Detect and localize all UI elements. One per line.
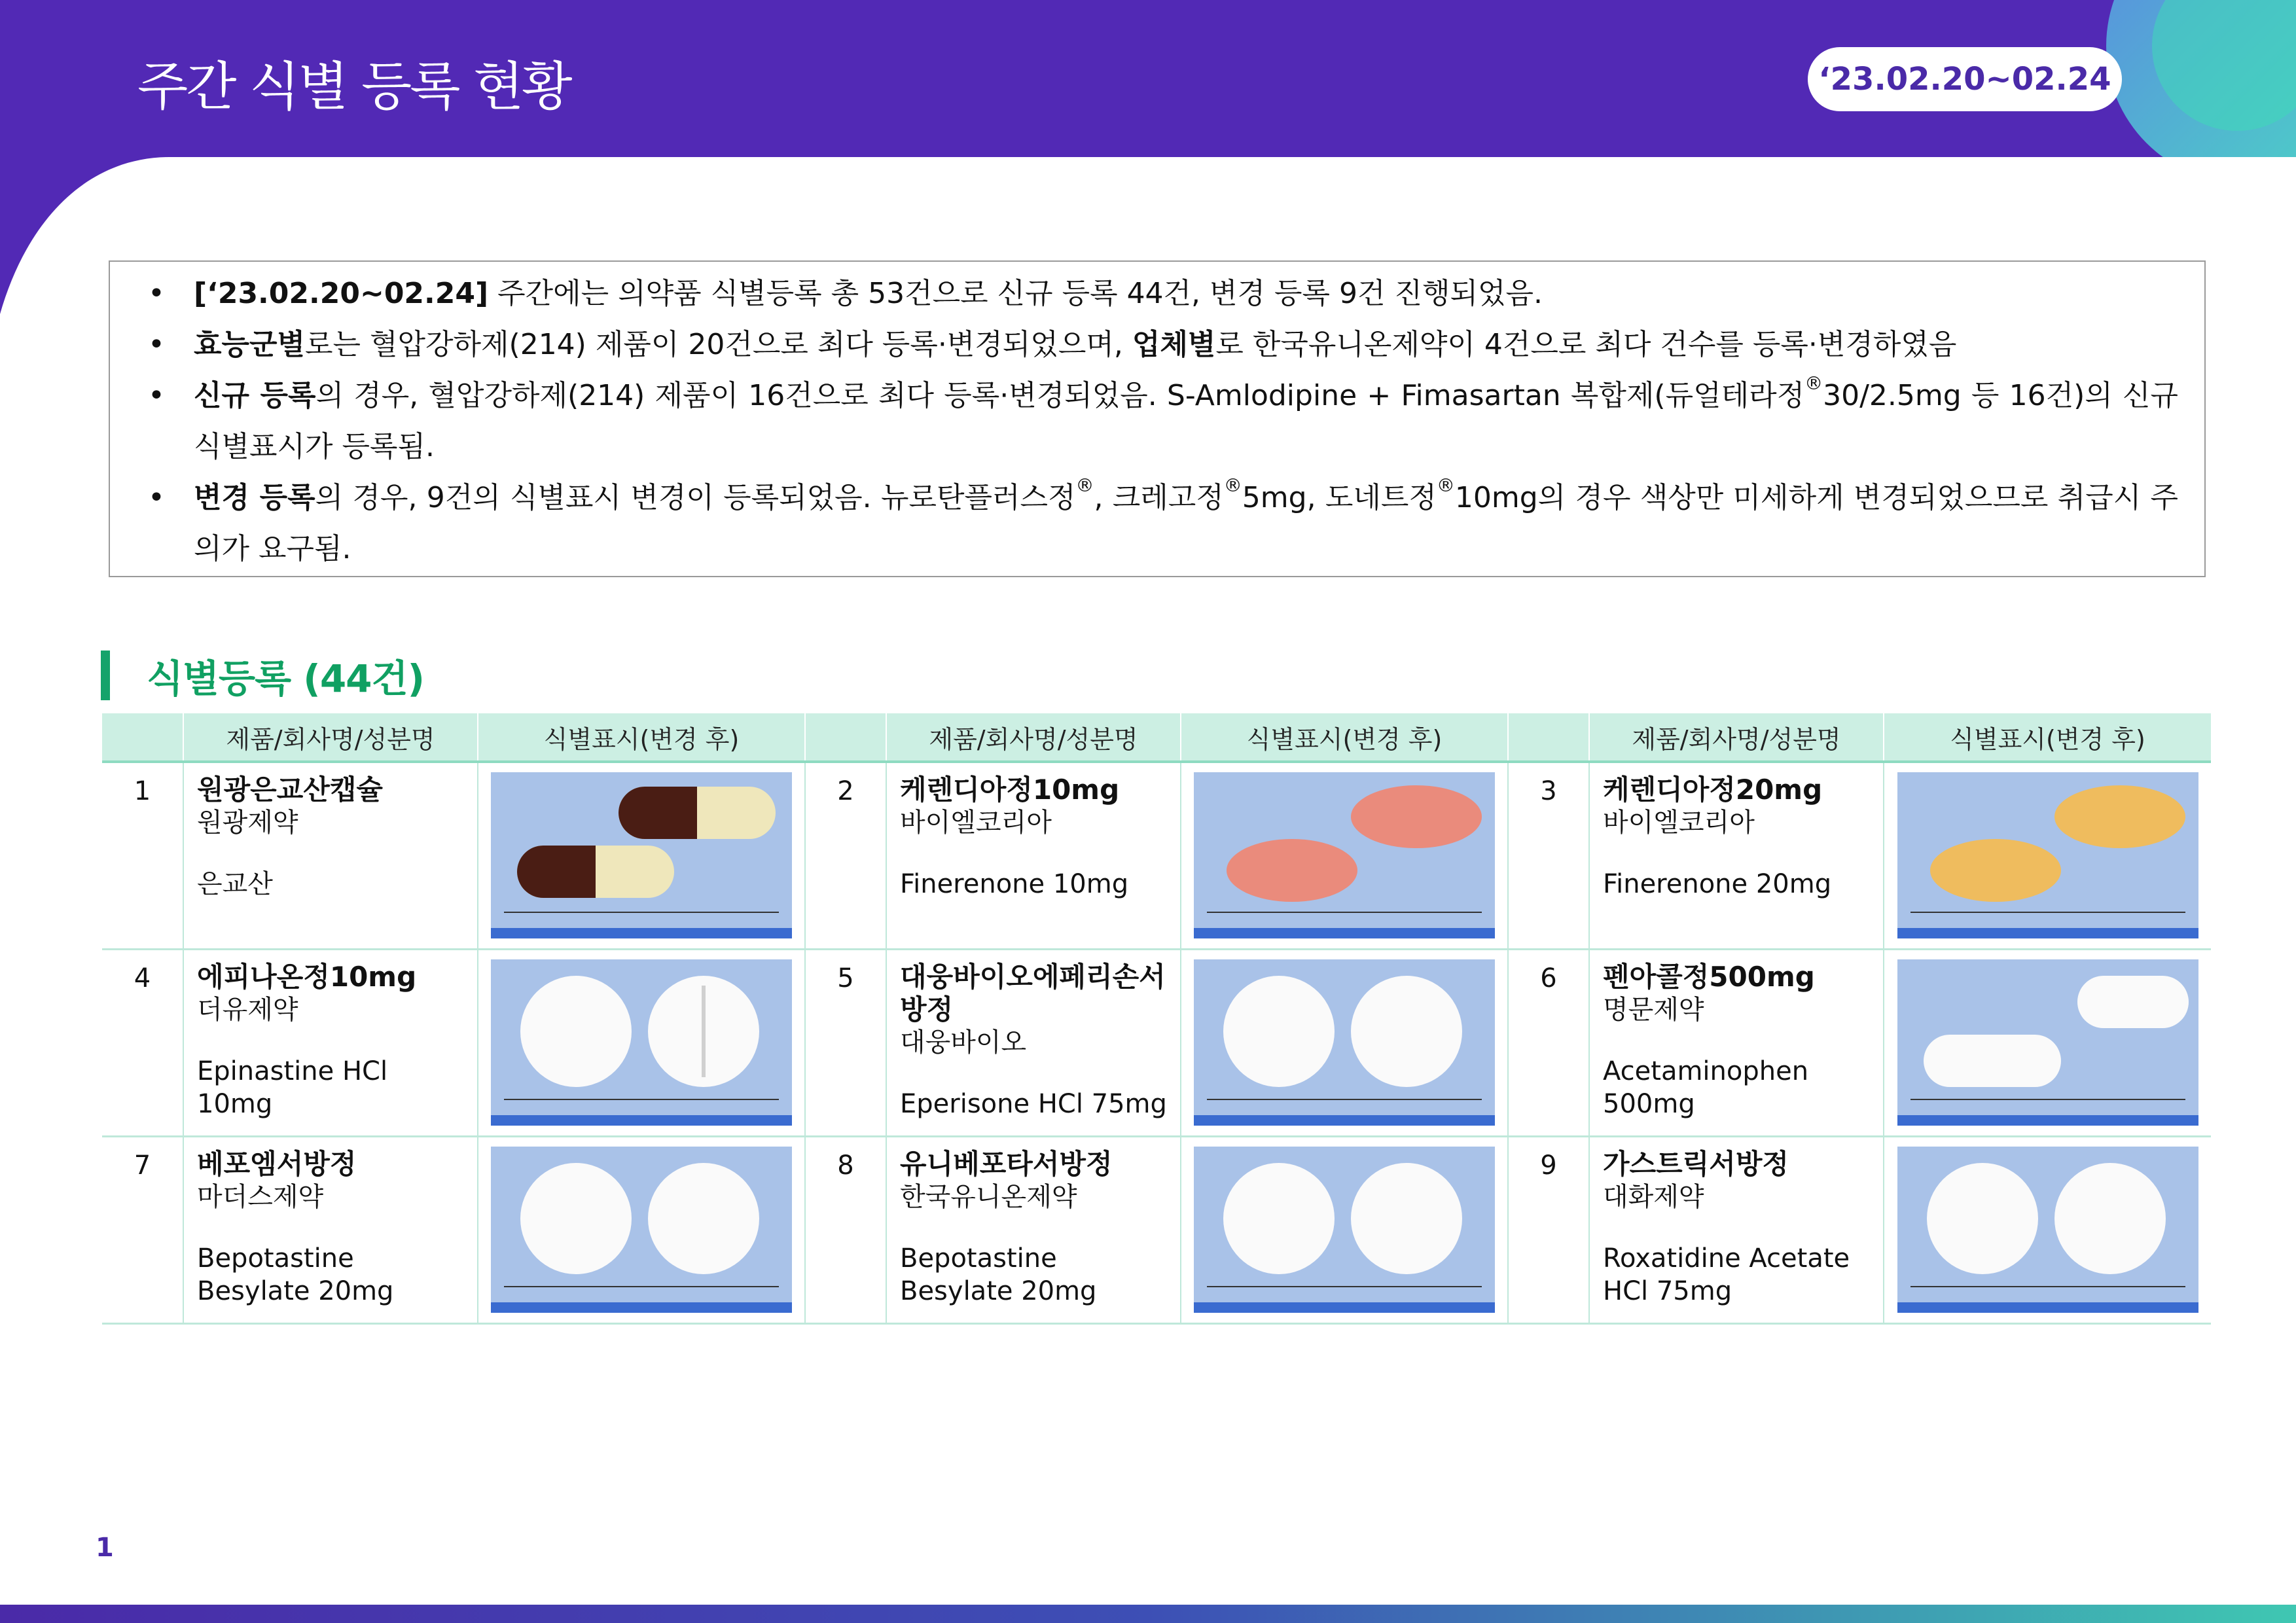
table-row <box>102 1136 2211 1323</box>
header-product: 제품/회사명/성분명 <box>183 713 478 762</box>
section-heading <box>101 651 424 700</box>
product-name: 대웅바이오에페리손서방정 <box>900 960 1166 1026</box>
section-title: 식별등록 (44건) <box>147 656 425 701</box>
spacer <box>1603 839 1870 868</box>
header-identifier: 식별표시(변경 후) <box>1884 713 2211 762</box>
pill-image <box>1194 1147 1495 1313</box>
summary-text: 주간에는 의약품 식별등록 총 53건으로 신규 등록 44건, 변경 등록 9건 진행되었음. <box>488 277 1543 310</box>
product-name: 펜아콜정500mg <box>1603 960 1815 993</box>
company-name: 한국유니온제약 <box>900 1181 1077 1212</box>
ingredient-name: Finerenone 20mg <box>1603 869 1832 899</box>
item-number: 2 <box>805 762 886 949</box>
item-number: 8 <box>805 1136 886 1323</box>
spacer <box>1603 1026 1870 1055</box>
pill-image <box>1897 1147 2198 1313</box>
company-name: 더유제약 <box>197 994 298 1025</box>
item-number: 7 <box>102 1136 183 1323</box>
summary-bullet-2 <box>141 319 2178 370</box>
product-name: 베포엠서방정 <box>197 1147 357 1180</box>
company-name: 대웅바이오 <box>900 1027 1027 1058</box>
footer-bar <box>0 1605 2296 1623</box>
table-header-row <box>102 713 2211 762</box>
item-number: 9 <box>1508 1136 1589 1323</box>
ingredient-name: Acetaminophen 500mg <box>1603 1056 1809 1119</box>
registration-table <box>102 713 2211 1325</box>
summary-bold: [‘23.02.20~02.24] <box>194 277 489 310</box>
product-cell <box>183 1136 478 1323</box>
product-cell <box>886 1136 1181 1323</box>
company-name: 원광제약 <box>197 808 298 838</box>
header-identifier: 식별표시(변경 후) <box>1181 713 1508 762</box>
identifier-cell <box>478 949 805 1136</box>
product-cell <box>183 762 478 949</box>
table-row <box>102 949 2211 1136</box>
item-number: 6 <box>1508 949 1589 1136</box>
summary-bold: 변경 등록 <box>194 481 315 514</box>
table-row <box>102 762 2211 949</box>
summary-text: 30/2.5mg 등 16건)의 신규 식별표시가 등록됨. <box>194 379 2178 463</box>
ingredient-name: Finerenone 10mg <box>900 869 1129 899</box>
summary-bullet-3 <box>141 370 2178 473</box>
product-name: 케렌디아정10mg <box>900 774 1120 806</box>
spacer <box>197 839 464 868</box>
header-number <box>1508 713 1589 762</box>
summary-text: 로 한국유니온제약이 4건으로 최다 건수를 등록·변경하였음 <box>1215 328 1957 361</box>
ingredient-name: 은교산 <box>197 869 273 899</box>
product-name: 유니베포타서방정 <box>900 1147 1113 1180</box>
ingredient-name: Bepotastine Besylate 20mg <box>900 1243 1097 1306</box>
company-name: 바이엘코리아 <box>900 808 1052 838</box>
summary-bold: 업체별 <box>1132 328 1216 361</box>
identifier-cell <box>1181 762 1508 949</box>
identifier-cell <box>1884 1136 2211 1323</box>
page-title: 주간 식별 등록 현황 <box>137 56 571 117</box>
registered-mark: ® <box>1223 474 1242 496</box>
product-cell <box>183 949 478 1136</box>
summary-text: 의 경우, 혈압강하제(214) 제품이 16건으로 최다 등록·변경되었음. S-Amlodipine + Fimasartan 복합제(듀얼테라정 <box>315 379 1805 412</box>
registered-mark: ® <box>1804 372 1823 394</box>
pill-image <box>491 1147 792 1313</box>
ingredient-name: Eperisone HCl 75mg <box>900 1088 1167 1119</box>
identifier-cell <box>1181 949 1508 1136</box>
item-number: 3 <box>1508 762 1589 949</box>
product-cell <box>1589 949 1884 1136</box>
summary-bullet-1 <box>141 268 2178 319</box>
identifier-cell <box>1181 1136 1508 1323</box>
product-cell <box>886 949 1181 1136</box>
item-number: 4 <box>102 949 183 1136</box>
identifier-cell <box>478 762 805 949</box>
summary-bold: 효능군별 <box>194 328 306 361</box>
spacer <box>1603 1213 1870 1242</box>
pill-image <box>1897 772 2198 938</box>
company-name: 마더스제약 <box>197 1181 324 1212</box>
spacer <box>900 839 1167 868</box>
product-cell <box>1589 762 1884 949</box>
pill-image <box>491 772 792 938</box>
summary-bold: 신규 등록 <box>194 379 316 412</box>
identifier-cell <box>1884 949 2211 1136</box>
company-name: 바이엘코리아 <box>1603 808 1755 838</box>
ingredient-name: Roxatidine Acetate HCl 75mg <box>1603 1243 1850 1306</box>
identifier-cell <box>1884 762 2211 949</box>
ingredient-name: Epinastine HCl 10mg <box>197 1056 388 1119</box>
product-cell <box>886 762 1181 949</box>
spacer <box>900 1059 1167 1088</box>
summary-text: 5mg, 도네트정 <box>1242 481 1437 514</box>
identifier-cell <box>478 1136 805 1323</box>
header-number <box>805 713 886 762</box>
summary-box <box>109 260 2206 577</box>
registered-mark: ® <box>1436 474 1455 496</box>
ingredient-name: Bepotastine Besylate 20mg <box>197 1243 394 1306</box>
section-marker <box>101 651 110 700</box>
summary-text: 로는 혈압강하제(214) 제품이 20건으로 최다 등록·변경되었으며, <box>305 328 1132 361</box>
pill-image <box>1897 959 2198 1126</box>
product-name: 에피나온정10mg <box>197 960 417 993</box>
company-name: 대화제약 <box>1603 1181 1704 1212</box>
summary-text: 의 경우, 9건의 식별표시 변경이 등록되었음. 뉴로탄플러스정 <box>315 481 1076 514</box>
item-number: 1 <box>102 762 183 949</box>
company-name: 명문제약 <box>1603 994 1704 1025</box>
pill-image <box>1194 959 1495 1126</box>
product-name: 원광은교산캡슐 <box>197 774 384 806</box>
product-cell <box>1589 1136 1884 1323</box>
product-name: 가스트릭서방정 <box>1603 1147 1789 1180</box>
header-product: 제품/회사명/성분명 <box>1589 713 1884 762</box>
item-number: 5 <box>805 949 886 1136</box>
header-product: 제품/회사명/성분명 <box>886 713 1181 762</box>
header-number <box>102 713 183 762</box>
summary-text: 10mg의 경우 색상만 미세하게 변경되었으므로 취급시 주의가 요구됨. <box>194 481 2178 565</box>
summary-bullet-4 <box>141 473 2178 575</box>
summary-text: , 크레고정 <box>1094 481 1224 514</box>
pill-image <box>1194 772 1495 938</box>
pill-image <box>491 959 792 1126</box>
date-badge: ‘23.02.20~02.24 <box>1808 47 2122 111</box>
spacer <box>197 1213 464 1242</box>
header-identifier: 식별표시(변경 후) <box>478 713 805 762</box>
product-name: 케렌디아정20mg <box>1603 774 1823 806</box>
header-banner <box>0 0 2296 157</box>
spacer <box>197 1026 464 1055</box>
page-number: 1 <box>96 1533 114 1563</box>
registered-mark: ® <box>1075 474 1094 496</box>
spacer <box>900 1213 1167 1242</box>
